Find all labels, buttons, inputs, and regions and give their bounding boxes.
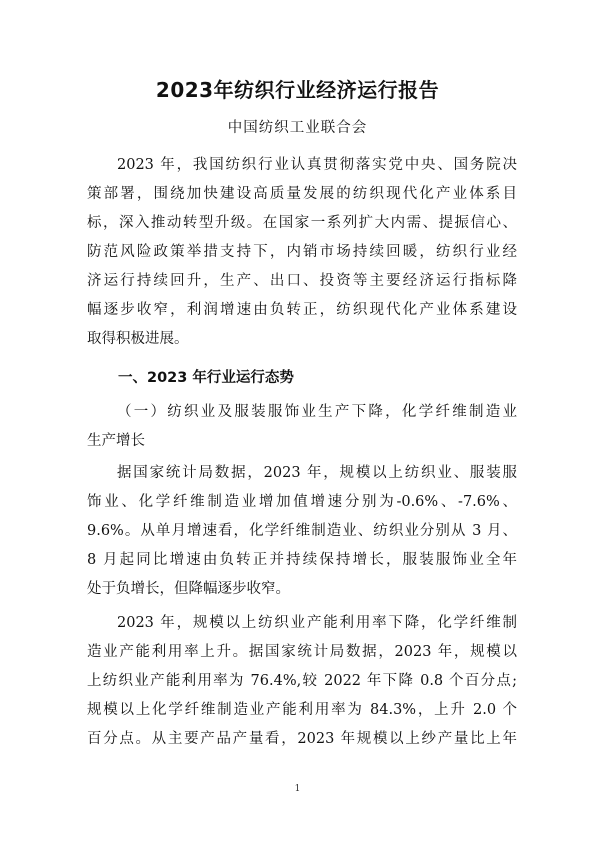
- document-title: 2023年纺织行业经济运行报告: [155, 78, 440, 102]
- paragraph-line: 百分点。从主要产品产量看，2023 年规模以上纱产量比上年: [87, 731, 517, 747]
- section-heading: 一、2023 年行业运行态势: [118, 370, 294, 386]
- subsection-heading-line: 生产增长: [87, 433, 145, 449]
- subsection-heading-line: （一）纺织业及服装服饰业生产下降，化学纤维制造业: [117, 404, 517, 420]
- paragraph-line: 幅逐步收窄，利润增速由负转正，纺织现代化产业体系建设: [87, 302, 517, 318]
- paragraph-line: 据国家统计局数据，2023 年，规模以上纺织业、服装服: [117, 465, 517, 481]
- paragraph-line: 防范风险政策举措支持下，内销市场持续回暖，纺织行业经: [87, 244, 517, 260]
- paragraph-line: 上纺织业产能利用率为 76.4%,较 2022 年下降 0.8 个百分点;: [87, 673, 517, 689]
- paragraph-line: 饰业、化学纤维制造业增加值增速分别为-0.6%、-7.6%、: [87, 494, 517, 510]
- paragraph-line: 策部署，围绕加快建设高质量发展的纺织现代化产业体系目: [87, 186, 517, 202]
- paragraph-line: 2023 年，我国纺织行业认真贯彻落实党中央、国务院决: [117, 157, 517, 173]
- paragraph-line: 2023 年，规模以上纺织业产能利用率下降，化学纤维制: [117, 615, 517, 631]
- paragraph-line: 取得积极进展。: [87, 331, 189, 347]
- paragraph-line: 规模以上化学纤维制造业产能利用率为 84.3%，上升 2.0 个: [87, 702, 517, 718]
- paragraph-line: 标，深入推动转型升级。在国家一系列扩大内需、提振信心、: [87, 215, 517, 231]
- paragraph-line: 处于负增长，但降幅逐步收窄。: [87, 581, 290, 597]
- paragraph-line: 9.6%。从单月增速看，化学纤维制造业、纺织业分别从 3 月、: [87, 523, 517, 539]
- paragraph-line: 造业产能利用率上升。据国家统计局数据，2023 年，规模以: [87, 644, 517, 660]
- organization-name: 中国纺织工业联合会: [227, 120, 368, 136]
- paragraph-line: 济运行持续回升，生产、出口、投资等主要经济运行指标降: [87, 273, 517, 289]
- paragraph-line: 8 月起同比增速由负转正并持续保持增长，服装服饰业全年: [87, 552, 517, 568]
- page-number: 1: [294, 784, 301, 794]
